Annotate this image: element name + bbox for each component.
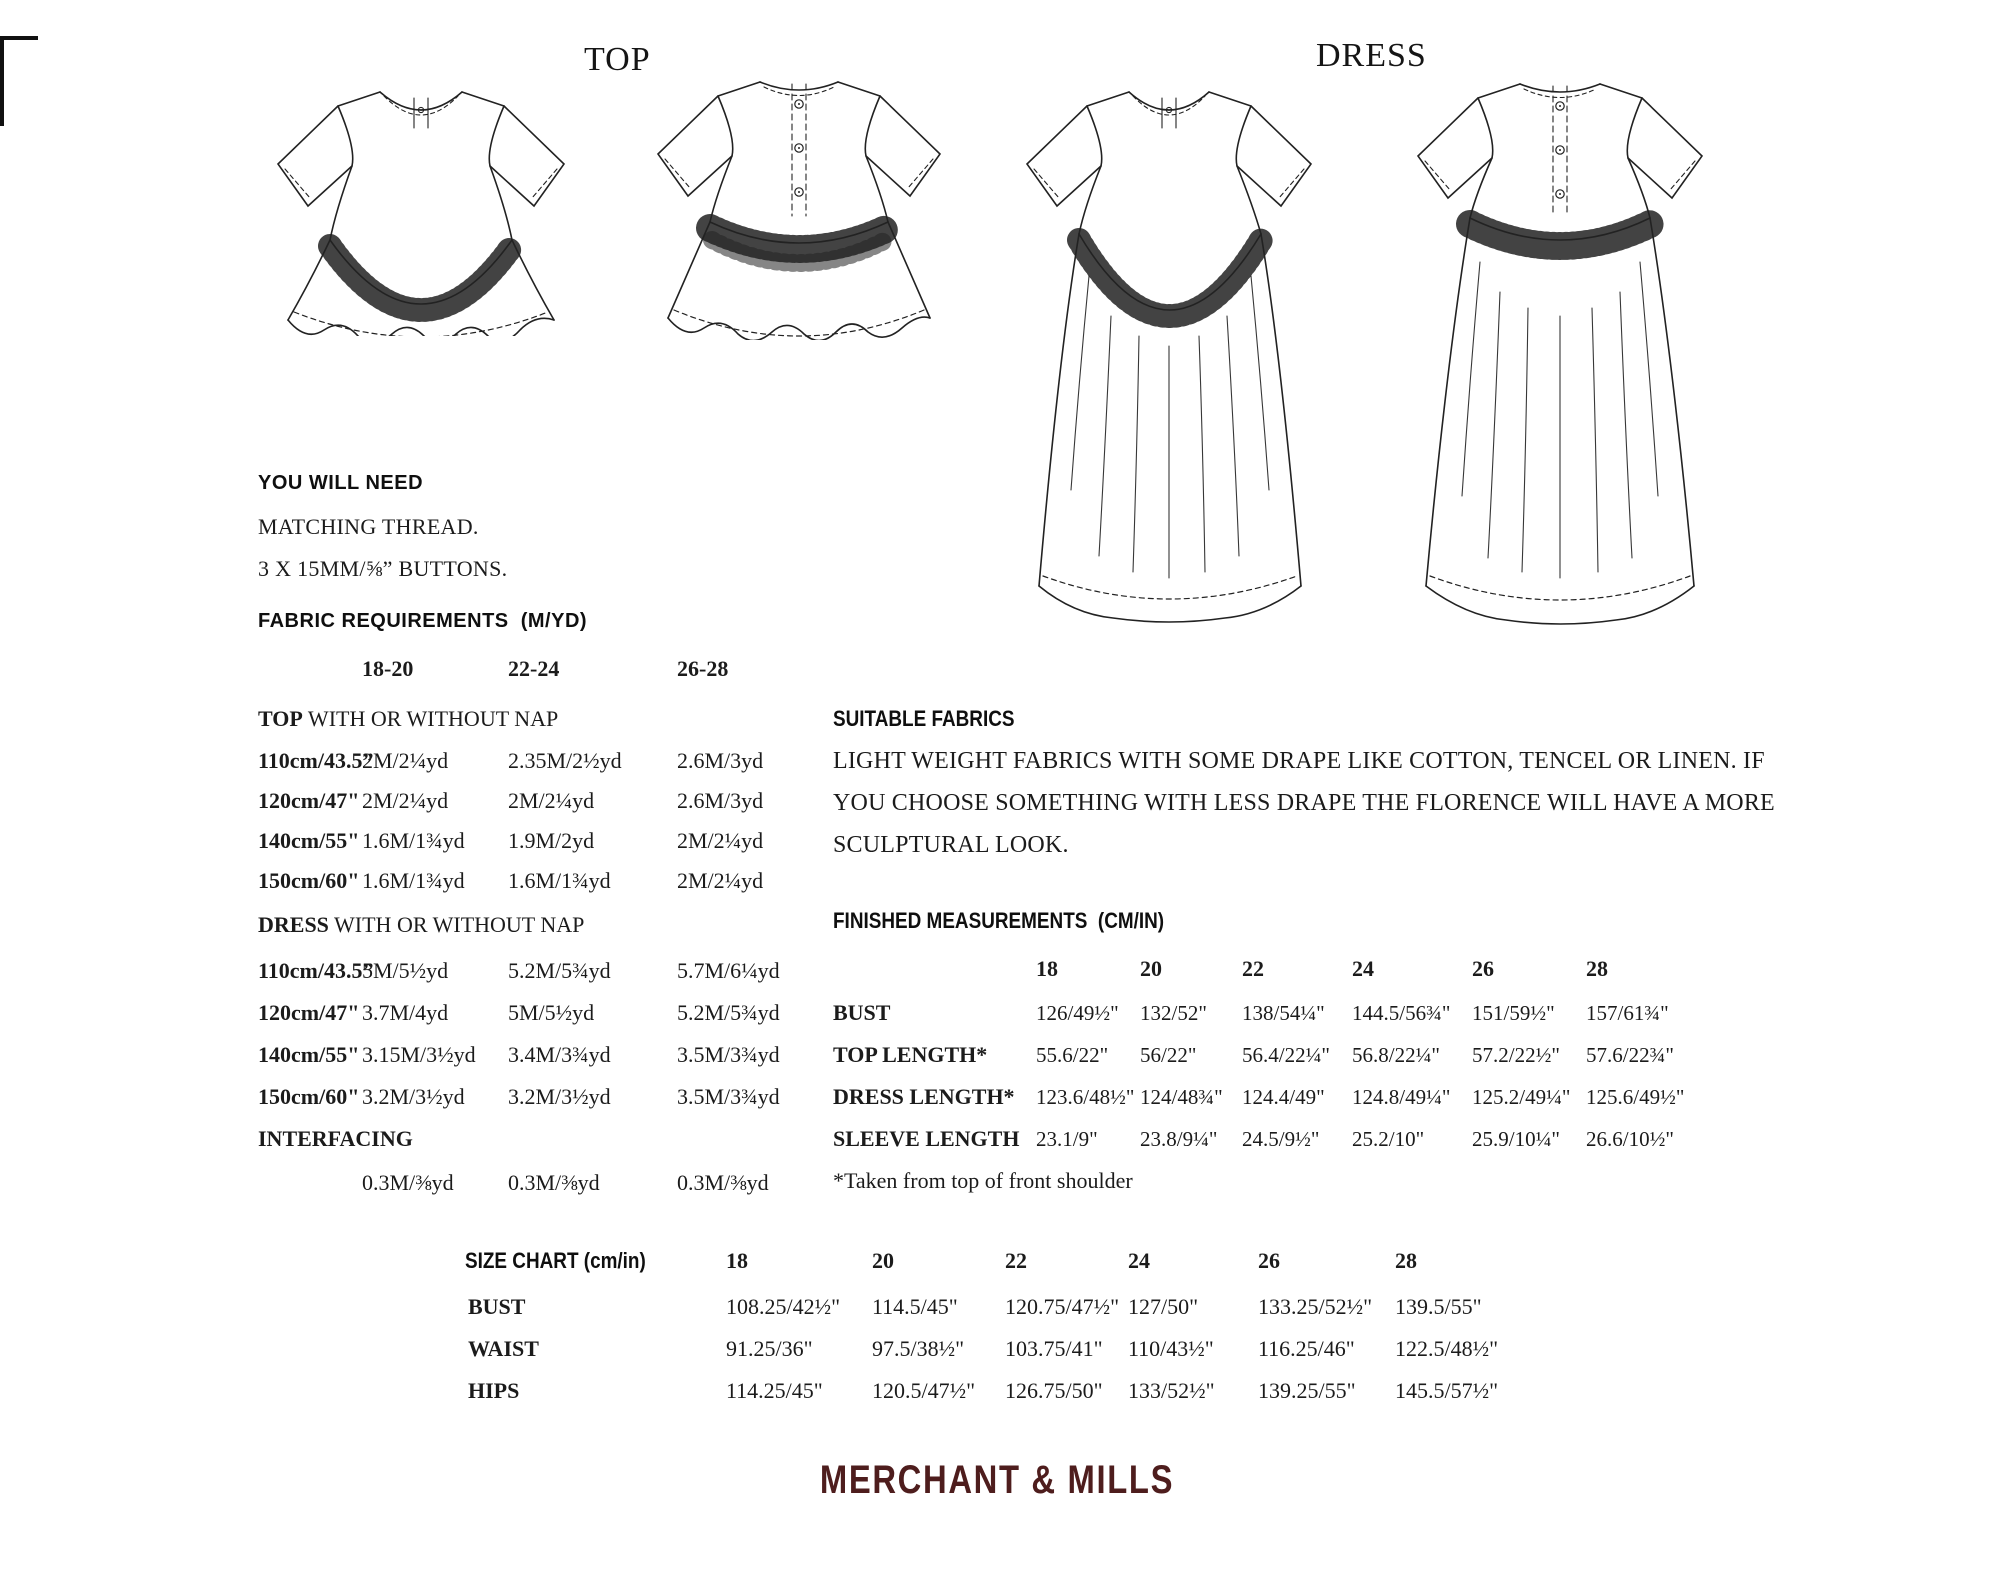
fabric-value: 5.2M/5¾yd [508, 958, 611, 983]
top-front-illustration [228, 70, 614, 336]
measurement-size-header: 28 [1586, 956, 1608, 981]
fabric-value: 3.5M/3¾yd [677, 1084, 780, 1109]
measurement-value: 24.5/9½" [1242, 1127, 1320, 1151]
fabric-section-header-dress [258, 912, 584, 937]
measurement-row-label: SLEEVE LENGTH [833, 1126, 1020, 1151]
dress-back-illustration [1366, 66, 1754, 642]
measurement-value: 25.9/10¼" [1472, 1127, 1560, 1151]
measurement-value: 157/61¾" [1586, 1001, 1669, 1025]
fabric-value: 2M/2¼yd [677, 828, 764, 853]
measurement-value: 56.8/22¼" [1352, 1043, 1440, 1067]
measurement-row-label: TOP LENGTH* [833, 1042, 988, 1067]
measurement-value: 55.6/22" [1036, 1043, 1109, 1067]
measurement-value: 124.8/49¼" [1352, 1085, 1451, 1109]
size-chart-value: 97.5/38½" [872, 1336, 965, 1361]
brand-logo: MERCHANT & MILLS [819, 1458, 1175, 1502]
fabric-value: 0.3M/⅜yd [362, 1170, 454, 1195]
size-chart-value: 133.25/52½" [1258, 1294, 1373, 1319]
measurement-size-header: 24 [1352, 956, 1374, 981]
section-garment-name: TOP [258, 706, 303, 731]
fabric-width-label: 140cm/55" [258, 828, 360, 853]
measurement-value: 138/54¼" [1242, 1001, 1325, 1025]
size-chart-value: 126.75/50" [1005, 1378, 1103, 1403]
suitable-fabrics-title: SUITABLE FABRICS [833, 706, 1015, 731]
measurement-footnote: *Taken from top of front shoulder [833, 1168, 1133, 1193]
fabric-value: 3.5M/3¾yd [677, 1042, 780, 1067]
measurement-row-label: BUST [833, 1000, 891, 1025]
fabric-value: 1.6M/1¾yd [362, 828, 465, 853]
measurement-value: 125.6/49½" [1586, 1085, 1685, 1109]
fabric-size-col-header: 22-24 [508, 656, 560, 681]
measurement-value: 57.2/22½" [1472, 1043, 1560, 1067]
size-chart-value: 127/50" [1128, 1294, 1199, 1319]
fabric-value: 3.7M/4yd [362, 1000, 449, 1025]
fabric-value: 2.6M/3yd [677, 748, 764, 773]
size-chart-value: 108.25/42½" [726, 1294, 841, 1319]
fabric-width-label: 110cm/43.5” [258, 958, 374, 983]
section-garment-name: DRESS [258, 912, 329, 937]
size-chart-header: 24 [1128, 1248, 1150, 1273]
fabric-value: 0.3M/⅜yd [508, 1170, 600, 1195]
size-chart-header: 20 [872, 1248, 894, 1273]
fabric-value: 5M/5½yd [362, 958, 449, 983]
size-chart-value: 116.25/46" [1258, 1336, 1355, 1361]
section-header-rest: WITH OR WITHOUT NAP [328, 912, 585, 937]
size-chart-value: 114.5/45" [872, 1294, 958, 1319]
size-chart-value: 103.75/41" [1005, 1336, 1103, 1361]
size-chart-value: 91.25/36" [726, 1336, 813, 1361]
measurement-value: 26.6/10½" [1586, 1127, 1674, 1151]
dress-front-illustration [983, 70, 1355, 640]
corner-crop-mark [0, 36, 38, 126]
fabric-value: 1.6M/1¾yd [362, 868, 465, 893]
fabric-width-label: 150cm/60" [258, 868, 360, 893]
fabric-value: 2.6M/3yd [677, 788, 764, 813]
fabric-value: 0.3M/⅜yd [677, 1170, 769, 1195]
size-chart-value: 120.75/47½" [1005, 1294, 1120, 1319]
measurement-size-header: 20 [1140, 956, 1162, 981]
size-chart-value: 122.5/48½" [1395, 1336, 1499, 1361]
measurement-value: 123.6/48½" [1036, 1085, 1135, 1109]
suitable-fabrics-line: YOU CHOOSE SOMETHING WITH LESS DRAPE THE FLORENCE WILL HAVE A MORE [833, 790, 1775, 816]
finished-measurements-title: FINISHED MEASUREMENTS (CM/IN) [833, 908, 1165, 933]
fabric-width-label: 120cm/47" [258, 788, 360, 813]
fabric-value: 2.35M/2½yd [508, 748, 622, 773]
size-chart-row-label: WAIST [468, 1336, 539, 1361]
size-chart-value: 145.5/57½" [1395, 1378, 1499, 1403]
size-chart-row-label: BUST [468, 1294, 526, 1319]
size-chart-header: 18 [726, 1248, 748, 1273]
fabric-value: 1.9M/2yd [508, 828, 595, 853]
size-chart-value: 120.5/47½" [872, 1378, 976, 1403]
notion-item: MATCHING THREAD. [258, 514, 479, 539]
measurement-value: 25.2/10" [1352, 1127, 1425, 1151]
fabric-value: 2M/2¼yd [362, 748, 449, 773]
fabric-width-label: 120cm/47" [258, 1000, 360, 1025]
fabric-value: 3.4M/3¾yd [508, 1042, 611, 1067]
measurement-row-label: DRESS LENGTH* [833, 1084, 1015, 1109]
fabric-value: 2M/2¼yd [677, 868, 764, 893]
fabric-section-header-top [258, 706, 558, 731]
fabric-value: 3.2M/3½yd [508, 1084, 611, 1109]
dress-illustration-label: DRESS [1316, 37, 1427, 74]
measurement-value: 125.2/49¼" [1472, 1085, 1571, 1109]
measurement-value: 23.1/9" [1036, 1127, 1098, 1151]
fabric-requirements-title: FABRIC REQUIREMENTS (M/YD) [258, 610, 588, 632]
fabric-width-label: 140cm/55" [258, 1042, 360, 1067]
top-illustration-label: TOP [584, 41, 651, 78]
measurement-value: 56.4/22¼" [1242, 1043, 1330, 1067]
size-chart-value: 114.25/45" [726, 1378, 823, 1403]
size-chart-value: 133/52½" [1128, 1378, 1215, 1403]
measurement-value: 56/22" [1140, 1043, 1197, 1067]
size-chart-value: 139.25/55" [1258, 1378, 1356, 1403]
measurement-value: 126/49½" [1036, 1001, 1119, 1025]
measurement-value: 144.5/56¾" [1352, 1001, 1451, 1025]
fabric-value: 3.2M/3½yd [362, 1084, 465, 1109]
measurement-size-header: 18 [1036, 956, 1058, 981]
size-chart-header: 26 [1258, 1248, 1280, 1273]
measurement-value: 124/48¾" [1140, 1085, 1223, 1109]
size-chart-row-label: HIPS [468, 1378, 520, 1403]
top-back-illustration [612, 64, 986, 340]
fabric-width-label: 150cm/60" [258, 1084, 360, 1109]
notion-item: 3 X 15MM/⅝” BUTTONS. [258, 556, 508, 581]
measurement-value: 23.8/9¼" [1140, 1127, 1218, 1151]
fabric-section-header-interfacing: INTERFACING [258, 1126, 413, 1151]
measurement-size-header: 22 [1242, 956, 1264, 981]
fabric-value: 5.7M/6¼yd [677, 958, 780, 983]
suitable-fabrics-line: SCULPTURAL LOOK. [833, 832, 1069, 858]
size-chart-value: 110/43½" [1128, 1336, 1214, 1361]
size-chart-value: 139.5/55" [1395, 1294, 1482, 1319]
size-chart-header: 22 [1005, 1248, 1027, 1273]
fabric-value: 1.6M/1¾yd [508, 868, 611, 893]
section-header-rest: WITH OR WITHOUT NAP [302, 706, 559, 731]
size-chart-title: SIZE CHART (cm/in) [465, 1248, 646, 1273]
you-will-need-title: YOU WILL NEED [258, 472, 424, 494]
fabric-width-label: 110cm/43.5” [258, 748, 374, 773]
fabric-value: 5.2M/5¾yd [677, 1000, 780, 1025]
fabric-value: 3.15M/3½yd [362, 1042, 476, 1067]
footer [0, 1458, 1994, 1503]
measurement-value: 57.6/22¾" [1586, 1043, 1674, 1067]
suitable-fabrics-line: LIGHT WEIGHT FABRICS WITH SOME DRAPE LIKE COTTON, TENCEL OR LINEN. IF [833, 748, 1765, 774]
fabric-size-col-header: 26-28 [677, 656, 729, 681]
measurement-size-header: 26 [1472, 956, 1494, 981]
measurement-value: 151/59½" [1472, 1001, 1555, 1025]
size-chart-header: 28 [1395, 1248, 1417, 1273]
fabric-value: 5M/5½yd [508, 1000, 595, 1025]
fabric-size-col-header: 18-20 [362, 656, 414, 681]
fabric-value: 2M/2¼yd [508, 788, 595, 813]
fabric-value: 2M/2¼yd [362, 788, 449, 813]
measurement-value: 132/52" [1140, 1001, 1207, 1025]
measurement-value: 124.4/49" [1242, 1085, 1325, 1109]
